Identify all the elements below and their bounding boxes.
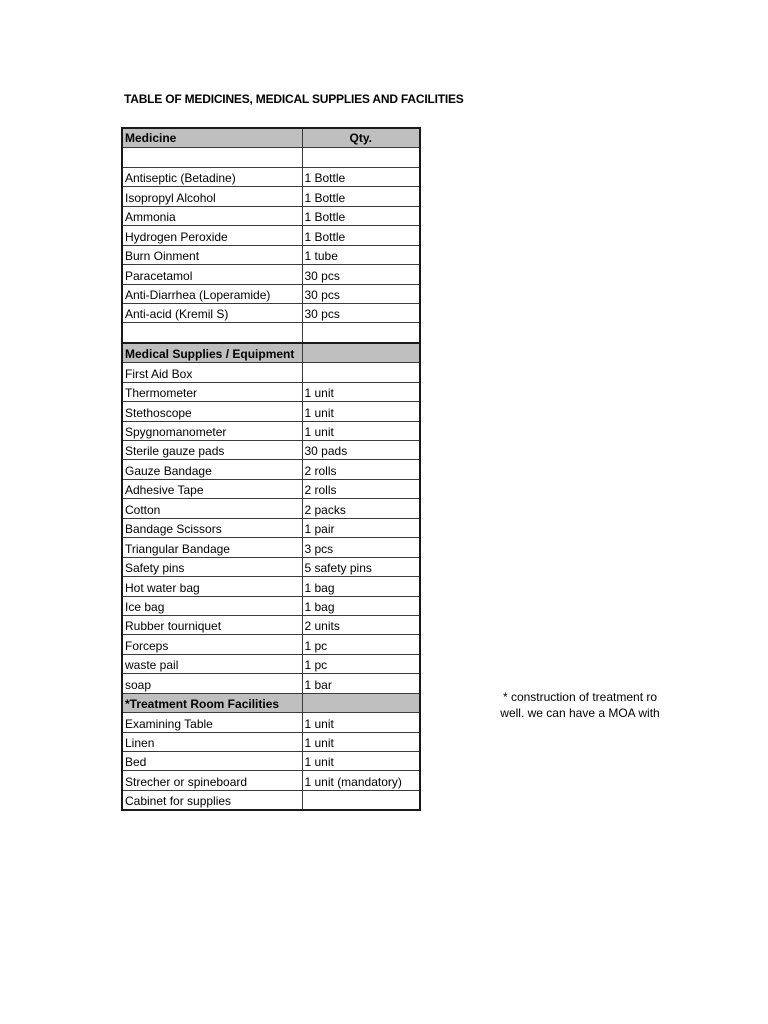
table-row: [122, 382, 420, 401]
qty-cell: 30 pcs: [302, 284, 420, 303]
item-cell: Thermometer: [122, 382, 302, 401]
qty-cell: 1 unit: [302, 402, 420, 421]
item-cell: Paracetamol: [122, 265, 302, 284]
item-cell: [122, 323, 302, 343]
qty-cell: 1 bag: [302, 596, 420, 615]
table-row: [122, 732, 420, 751]
qty-cell: 5 safety pins: [302, 557, 420, 576]
item-cell: Spygnomanometer: [122, 421, 302, 440]
table-row: [122, 245, 420, 264]
qty-cell: 1 unit: [302, 732, 420, 751]
item-cell: Medical Supplies / Equipment: [122, 343, 302, 363]
item-cell: Examining Table: [122, 713, 302, 732]
table-row: [122, 518, 420, 537]
qty-cell: 2 packs: [302, 499, 420, 518]
table-row: [122, 363, 420, 382]
qty-cell: 1 unit: [302, 421, 420, 440]
item-cell: Bed: [122, 752, 302, 771]
table-row: [122, 499, 420, 518]
qty-cell: 1 tube: [302, 245, 420, 264]
header-qty: Qty.: [302, 128, 420, 148]
item-cell: Hydrogen Peroxide: [122, 226, 302, 245]
table-row: [122, 596, 420, 615]
table-row: [122, 167, 420, 186]
document-title: TABLE OF MEDICINES, MEDICAL SUPPLIES AND FACILITIES: [124, 92, 464, 106]
item-cell: Ice bag: [122, 596, 302, 615]
item-cell: Bandage Scissors: [122, 518, 302, 537]
qty-cell: 1 pair: [302, 518, 420, 537]
item-cell: Adhesive Tape: [122, 479, 302, 498]
header-medicine: Medicine: [122, 128, 302, 148]
qty-cell: 1 pc: [302, 654, 420, 673]
item-cell: Anti-Diarrhea (Loperamide): [122, 284, 302, 303]
section-header-facilities: [122, 693, 420, 712]
qty-cell: 3 pcs: [302, 538, 420, 557]
item-cell: Cotton: [122, 499, 302, 518]
table-row: [122, 421, 420, 440]
table-row: [122, 615, 420, 634]
table-body: [122, 128, 420, 810]
item-cell: Stethoscope: [122, 402, 302, 421]
qty-cell: 2 rolls: [302, 460, 420, 479]
table-row: [122, 479, 420, 498]
table-row: [122, 206, 420, 225]
qty-cell: 1 Bottle: [302, 187, 420, 206]
table-row: [122, 674, 420, 693]
item-cell: Anti-acid (Kremil S): [122, 303, 302, 322]
table-header-row: [122, 128, 420, 148]
qty-cell: 2 units: [302, 615, 420, 634]
item-cell: Linen: [122, 732, 302, 751]
qty-cell: 1 Bottle: [302, 206, 420, 225]
table-row: [122, 752, 420, 771]
item-cell: Triangular Bandage: [122, 538, 302, 557]
item-cell: Safety pins: [122, 557, 302, 576]
item-cell: Cabinet for supplies: [122, 790, 302, 810]
table-row: [122, 771, 420, 790]
table-row: [122, 713, 420, 732]
qty-cell: [302, 790, 420, 810]
qty-cell: [302, 693, 420, 712]
table-row: [122, 538, 420, 557]
item-cell: Hot water bag: [122, 577, 302, 596]
table-row: [122, 226, 420, 245]
table-row: [122, 323, 420, 343]
qty-cell: 30 pads: [302, 441, 420, 460]
table-row: [122, 557, 420, 576]
item-cell: Burn Oinment: [122, 245, 302, 264]
qty-cell: [302, 148, 420, 167]
item-cell: Sterile gauze pads: [122, 441, 302, 460]
item-cell: Forceps: [122, 635, 302, 654]
table-row: [122, 265, 420, 284]
table-row: [122, 635, 420, 654]
table-row: [122, 460, 420, 479]
qty-cell: 30 pcs: [302, 265, 420, 284]
item-cell: *Treatment Room Facilities: [122, 693, 302, 712]
item-cell: [122, 148, 302, 167]
section-header-supplies: [122, 343, 420, 363]
table-row: [122, 577, 420, 596]
qty-cell: [302, 343, 420, 363]
item-cell: Isopropyl Alcohol: [122, 187, 302, 206]
item-cell: Strecher or spineboard: [122, 771, 302, 790]
qty-cell: 1 Bottle: [302, 167, 420, 186]
qty-cell: 2 rolls: [302, 479, 420, 498]
table-row: [122, 303, 420, 322]
item-cell: soap: [122, 674, 302, 693]
table-row: [122, 402, 420, 421]
qty-cell: [302, 323, 420, 343]
qty-cell: 1 unit: [302, 752, 420, 771]
note-line-1: * construction of treatment ro: [502, 690, 658, 704]
table-row: [122, 284, 420, 303]
item-cell: First Aid Box: [122, 363, 302, 382]
table-row: [122, 790, 420, 810]
item-cell: waste pail: [122, 654, 302, 673]
table-row: [122, 441, 420, 460]
qty-cell: 30 pcs: [302, 303, 420, 322]
item-cell: Ammonia: [122, 206, 302, 225]
qty-cell: 1 unit: [302, 382, 420, 401]
side-note: [480, 689, 680, 721]
qty-cell: 1 bar: [302, 674, 420, 693]
item-cell: Gauze Bandage: [122, 460, 302, 479]
qty-cell: 1 unit: [302, 713, 420, 732]
item-cell: Rubber tourniquet: [122, 615, 302, 634]
qty-cell: 1 bag: [302, 577, 420, 596]
qty-cell: [302, 363, 420, 382]
supplies-table: [121, 127, 421, 811]
table-row: [122, 654, 420, 673]
note-line-2: well. we can have a MOA with: [500, 706, 660, 720]
table-row: [122, 187, 420, 206]
item-cell: Antiseptic (Betadine): [122, 167, 302, 186]
qty-cell: 1 pc: [302, 635, 420, 654]
qty-cell: 1 Bottle: [302, 226, 420, 245]
qty-cell: 1 unit (mandatory): [302, 771, 420, 790]
table-row: [122, 148, 420, 167]
